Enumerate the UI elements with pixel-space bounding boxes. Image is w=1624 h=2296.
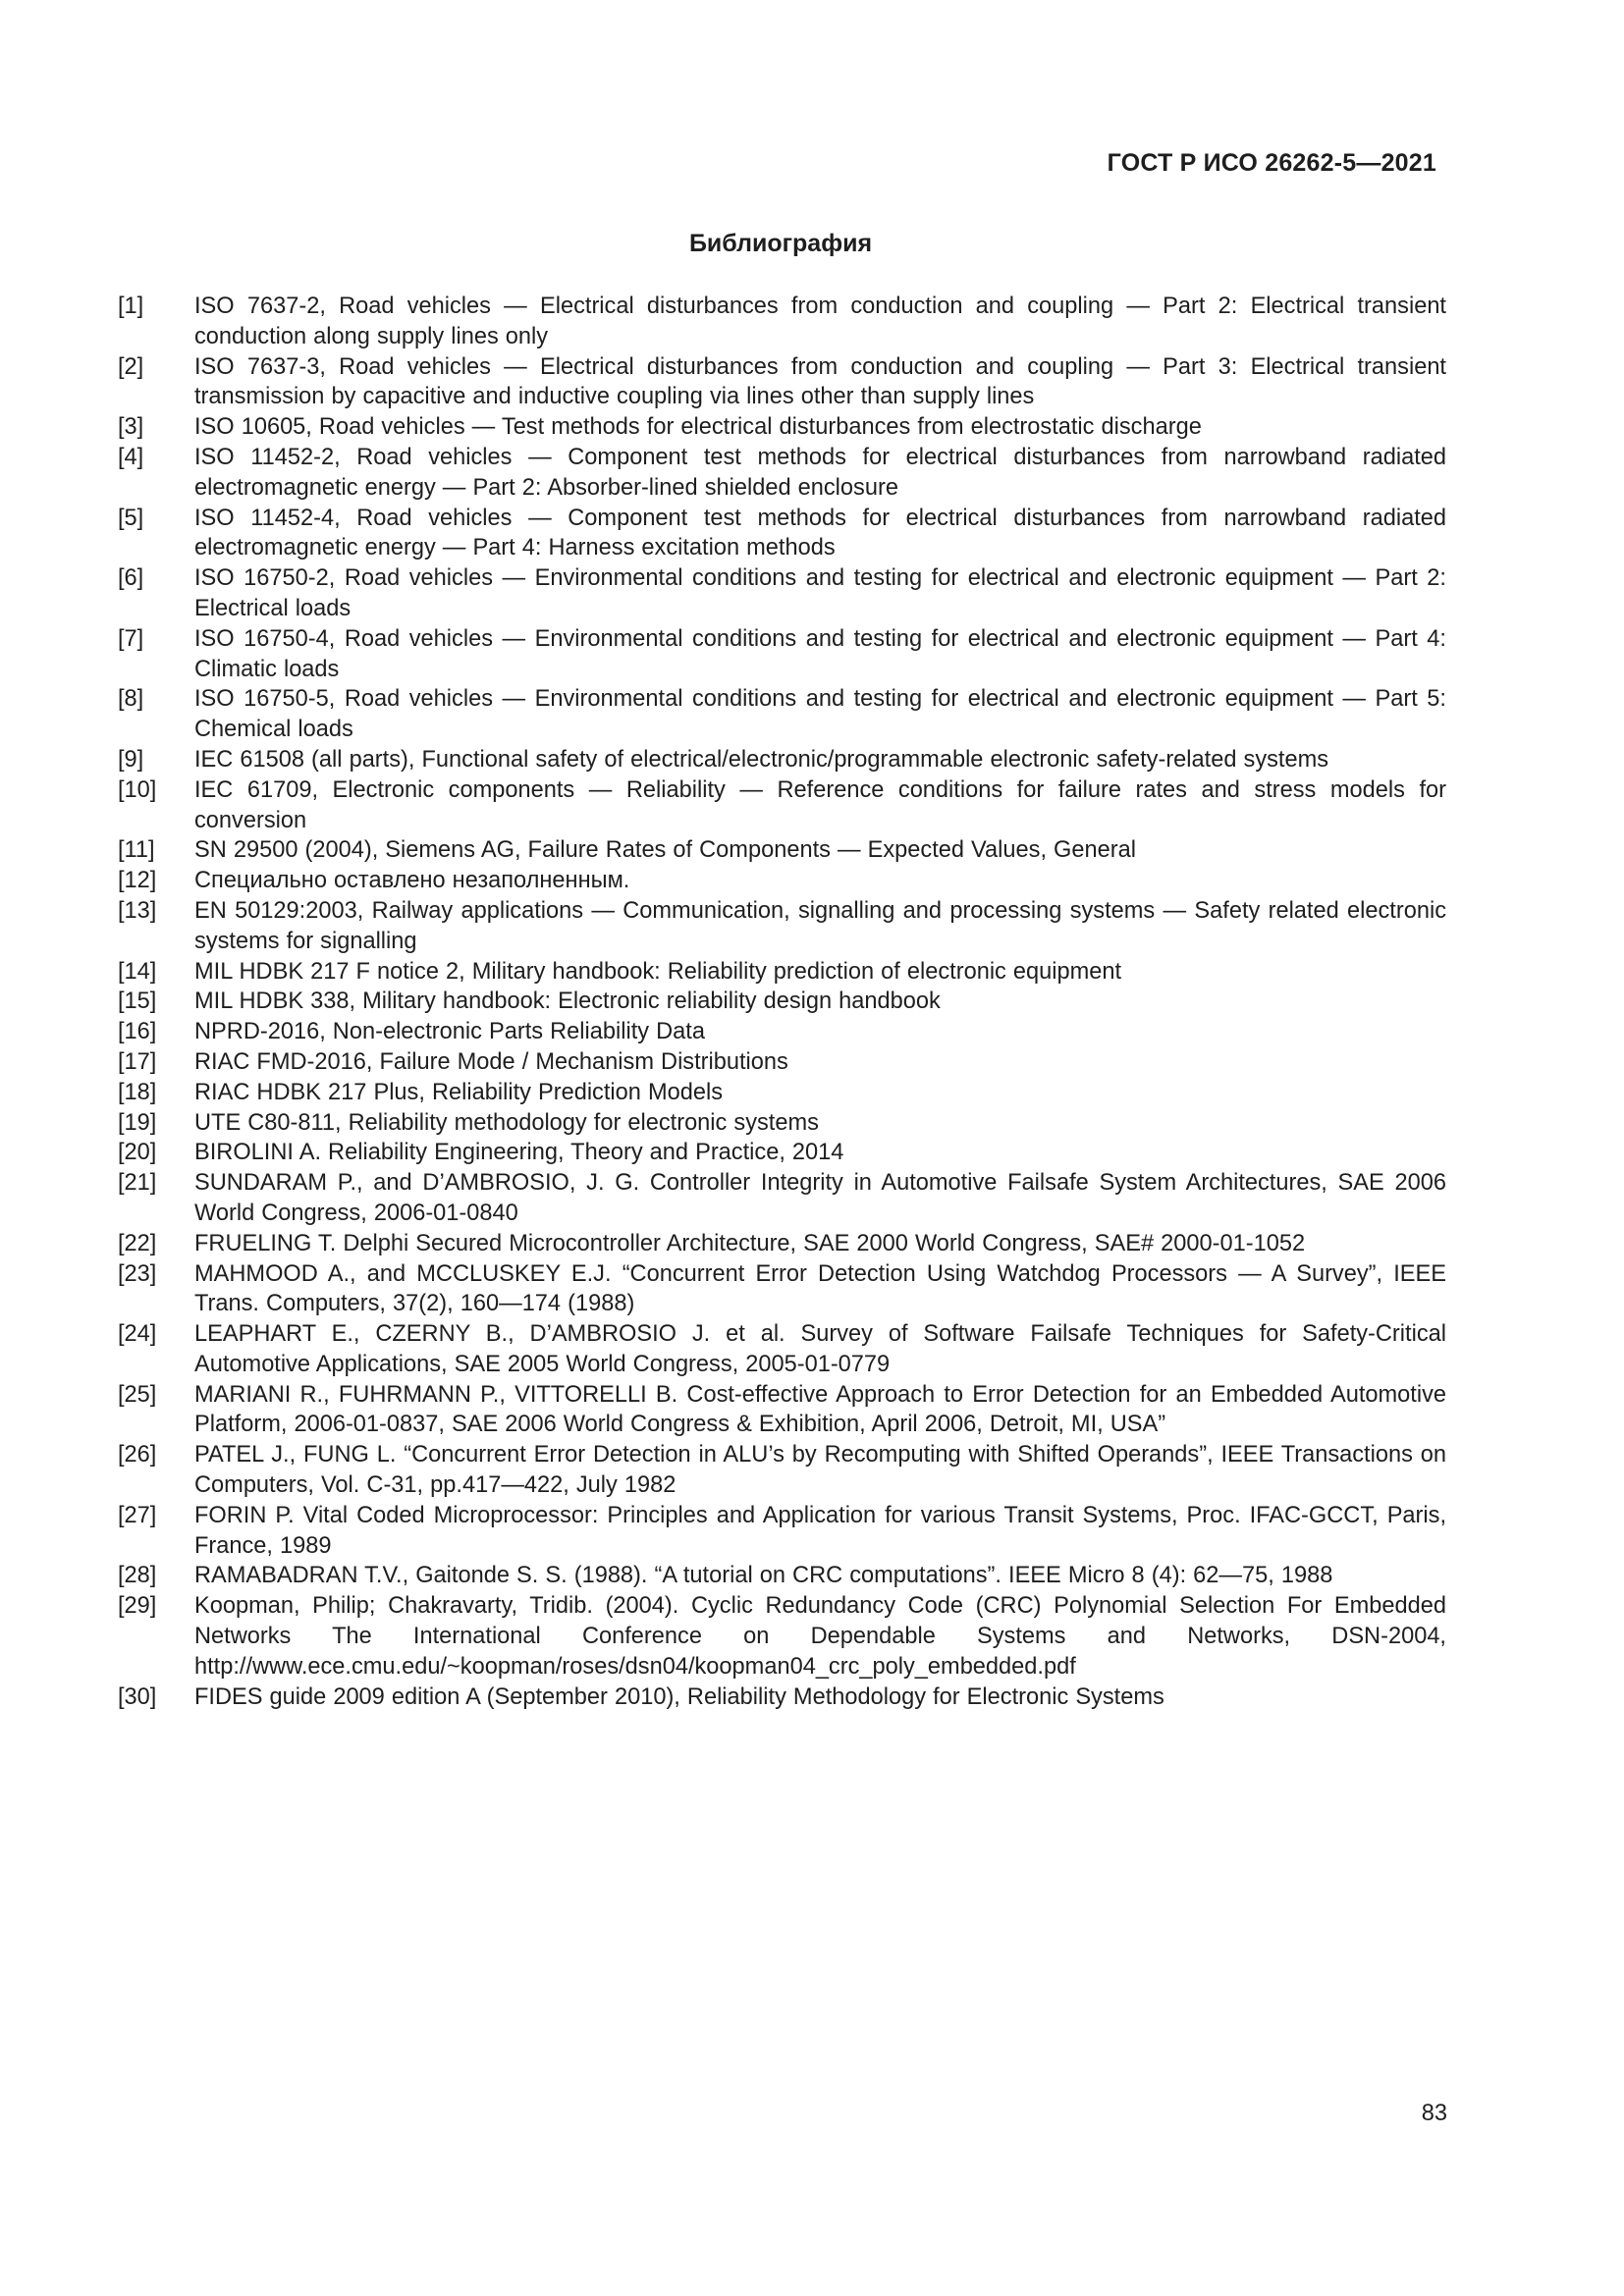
reference-item	[118, 504, 1446, 564]
reference-item	[118, 412, 1446, 443]
reference-text: ISO 10605, Road vehicles — Test methods for electrical disturbances from electrostatic discharge	[194, 414, 1202, 441]
reference-text: PATEL J., FUNG L. “Concurrent Error Detection in ALU’s by Recomputing with Shifted Operands”, IEEE Transactions on Computers, Vol. C-31, pp.417—422, July 1982	[194, 1442, 1446, 1499]
reference-item	[118, 563, 1446, 624]
reference-text: SN 29500 (2004), Siemens AG, Failure Rates of Components — Expected Values, General	[194, 837, 1136, 864]
reference-number: [23]	[118, 1260, 157, 1287]
reference-item	[118, 957, 1446, 988]
reference-item	[118, 1440, 1446, 1501]
reference-number: [11]	[118, 837, 155, 864]
reference-item	[118, 866, 1446, 896]
reference-item	[118, 1047, 1446, 1078]
reference-item	[118, 1501, 1446, 1562]
reference-text: MAHMOOD A., and MCCLUSKEY E.J. “Concurrent Error Detection Using Watchdog Processors — A Survey”, IEEE Trans. Computers, 37(2), 160—174 (1988)	[194, 1260, 1446, 1317]
reference-item	[118, 352, 1446, 413]
reference-number: [21]	[118, 1170, 157, 1197]
reference-text: Специально оставлено незаполненным.	[194, 868, 630, 894]
reference-text: Koopman, Philip; Chakravarty, Tridib. (2004). Cyclic Redundancy Code (CRC) Polynomial Selection For Embedded Networks The International Conference on Dependable Systems and Networks, DSN-2004, http://www.ece.cmu.edu/~koopman/roses/dsn04/koopman04_crc_poly_embedded.pdf	[194, 1593, 1446, 1680]
reference-text: FORIN P. Vital Coded Microprocessor: Principles and Application for various Transit Systems, Proc. IFAC-GCCT, Paris, France, 1989	[194, 1502, 1446, 1559]
reference-text: ISO 7637-3, Road vehicles — Electrical disturbances from conduction and coupling — Part 3: Electrical transient transmission by capacitive and inductive coupling via lines other than supply lines	[194, 353, 1446, 410]
reference-item	[118, 1229, 1446, 1259]
reference-number: [24]	[118, 1321, 157, 1348]
reference-item	[118, 1108, 1446, 1139]
reference-number: [17]	[118, 1048, 157, 1075]
reference-item	[118, 1078, 1446, 1108]
reference-text: NPRD-2016, Non-electronic Parts Reliability Data	[194, 1019, 705, 1045]
reference-number: [30]	[118, 1683, 157, 1710]
reference-item	[118, 1017, 1446, 1047]
reference-number: [14]	[118, 958, 157, 985]
reference-item	[118, 1591, 1446, 1682]
reference-text: ISO 16750-2, Road vehicles — Environmental conditions and testing for electrical and electronic equipment — Part 2: Electrical loads	[194, 565, 1446, 621]
reference-item	[118, 775, 1446, 836]
reference-number: [12]	[118, 868, 157, 894]
reference-text: SUNDARAM P., and D’AMBROSIO, J. G. Controller Integrity in Automotive Failsafe System Architectures, SAE 2006 World Congress, 2006-01-0840	[194, 1170, 1446, 1226]
reference-number: [27]	[118, 1502, 157, 1528]
reference-item	[118, 1259, 1446, 1320]
reference-item	[118, 1319, 1446, 1380]
reference-item	[118, 292, 1446, 352]
reference-number: [28]	[118, 1563, 157, 1589]
reference-number: [20]	[118, 1140, 157, 1166]
reference-item	[118, 896, 1446, 957]
reference-text: MARIANI R., FUHRMANN P., VITTORELLI B. Cost-effective Approach to Error Detection for an Embedded Automotive Platform, 2006-01-0837, SAE 2006 World Congress & Exhibition, April 2006, Detroit, MI, USA”	[194, 1381, 1446, 1438]
reference-number: [19]	[118, 1109, 157, 1136]
reference-text: ISO 16750-4, Road vehicles — Environmental conditions and testing for electrical and electronic equipment — Part 4: Climatic loads	[194, 625, 1446, 682]
reference-text: EN 50129:2003, Railway applications — Communication, signalling and processing systems — Safety related electronic systems for signalling	[194, 897, 1446, 954]
reference-item	[118, 835, 1446, 866]
reference-item	[118, 1138, 1446, 1168]
reference-text: RIAC FMD-2016, Failure Mode / Mechanism Distributions	[194, 1048, 788, 1075]
reference-item	[118, 624, 1446, 685]
reference-text: LEAPHART E., CZERNY B., D’AMBROSIO J. et al. Survey of Software Failsafe Techniques for Safety-Critical Automotive Applications, SAE 2005 World Congress, 2005-01-0779	[194, 1321, 1446, 1377]
reference-item	[118, 1380, 1446, 1441]
reference-number: [7]	[118, 625, 144, 652]
reference-text: ISO 7637-2, Road vehicles — Electrical disturbances from conduction and coupling — Part 2: Electrical transient conduction along supply lines only	[194, 294, 1446, 349]
reference-number: [22]	[118, 1230, 157, 1256]
reference-text: FRUELING T. Delphi Secured Microcontroller Architecture, SAE 2000 World Congress, SAE# 2000-01-1052	[194, 1230, 1306, 1256]
reference-text: ISO 16750-5, Road vehicles — Environmental conditions and testing for electrical and electronic equipment — Part 5: Chemical loads	[194, 686, 1446, 743]
reference-number: [6]	[118, 565, 144, 592]
reference-text: IEC 61508 (all parts), Functional safety of electrical/electronic/programmable electronic safety-related systems	[194, 746, 1329, 773]
reference-number: [2]	[118, 353, 144, 380]
reference-number: [4]	[118, 444, 144, 470]
reference-item	[118, 987, 1446, 1017]
reference-text: FIDES guide 2009 edition A (September 2010), Reliability Methodology for Electronic Systems	[194, 1683, 1164, 1710]
reference-text: IEC 61709, Electronic components — Reliability — Reference conditions for failure rates and stress models for conversion	[194, 776, 1446, 833]
reference-number: [9]	[118, 746, 144, 773]
bibliography-list	[118, 292, 1446, 1712]
reference-number: [25]	[118, 1381, 157, 1408]
reference-number: [3]	[118, 414, 144, 441]
reference-text: UTE C80-811, Reliability methodology for electronic systems	[194, 1109, 819, 1136]
reference-text: MIL HDBK 217 F notice 2, Military handbook: Reliability prediction of electronic equipment	[194, 958, 1122, 985]
reference-text: BIROLINI A. Reliability Engineering, Theory and Practice, 2014	[194, 1140, 844, 1166]
reference-number: [29]	[118, 1593, 157, 1620]
reference-number: [13]	[118, 897, 157, 924]
reference-item	[118, 684, 1446, 745]
reference-number: [10]	[118, 776, 157, 803]
reference-text: RAMABADRAN T.V., Gaitonde S. S. (1988). “A tutorial on CRC computations”. IEEE Micro 8 (4): 62—75, 1988	[194, 1563, 1333, 1589]
reference-number: [18]	[118, 1079, 157, 1105]
reference-number: [15]	[118, 988, 157, 1015]
reference-number: [26]	[118, 1442, 157, 1468]
reference-text: RIAC HDBK 217 Plus, Reliability Prediction Models	[194, 1079, 724, 1105]
reference-item	[118, 1561, 1446, 1591]
reference-text: ISO 11452-2, Road vehicles — Component test methods for electrical disturbances from narrowband radiated electromagnetic energy — Part 2: Absorber-lined shielded enclosure	[194, 444, 1446, 501]
reference-item	[118, 1168, 1446, 1229]
section-title: Библиография	[688, 230, 873, 257]
document-code: ГОСТ Р ИСО 26262-5—2021	[1107, 149, 1436, 177]
reference-item	[118, 443, 1446, 504]
reference-number: [5]	[118, 505, 144, 531]
reference-item	[118, 1682, 1446, 1713]
page-number: 83	[1421, 2101, 1447, 2126]
reference-number: [1]	[118, 294, 144, 319]
reference-number: [16]	[118, 1019, 157, 1045]
reference-text: ISO 11452-4, Road vehicles — Component test methods for electrical disturbances from narrowband radiated electromagnetic energy — Part 4: Harness excitation methods	[194, 505, 1446, 561]
reference-item	[118, 745, 1446, 775]
reference-number: [8]	[118, 686, 144, 713]
reference-text: MIL HDBK 338, Military handbook: Electronic reliability design handbook	[194, 988, 941, 1015]
